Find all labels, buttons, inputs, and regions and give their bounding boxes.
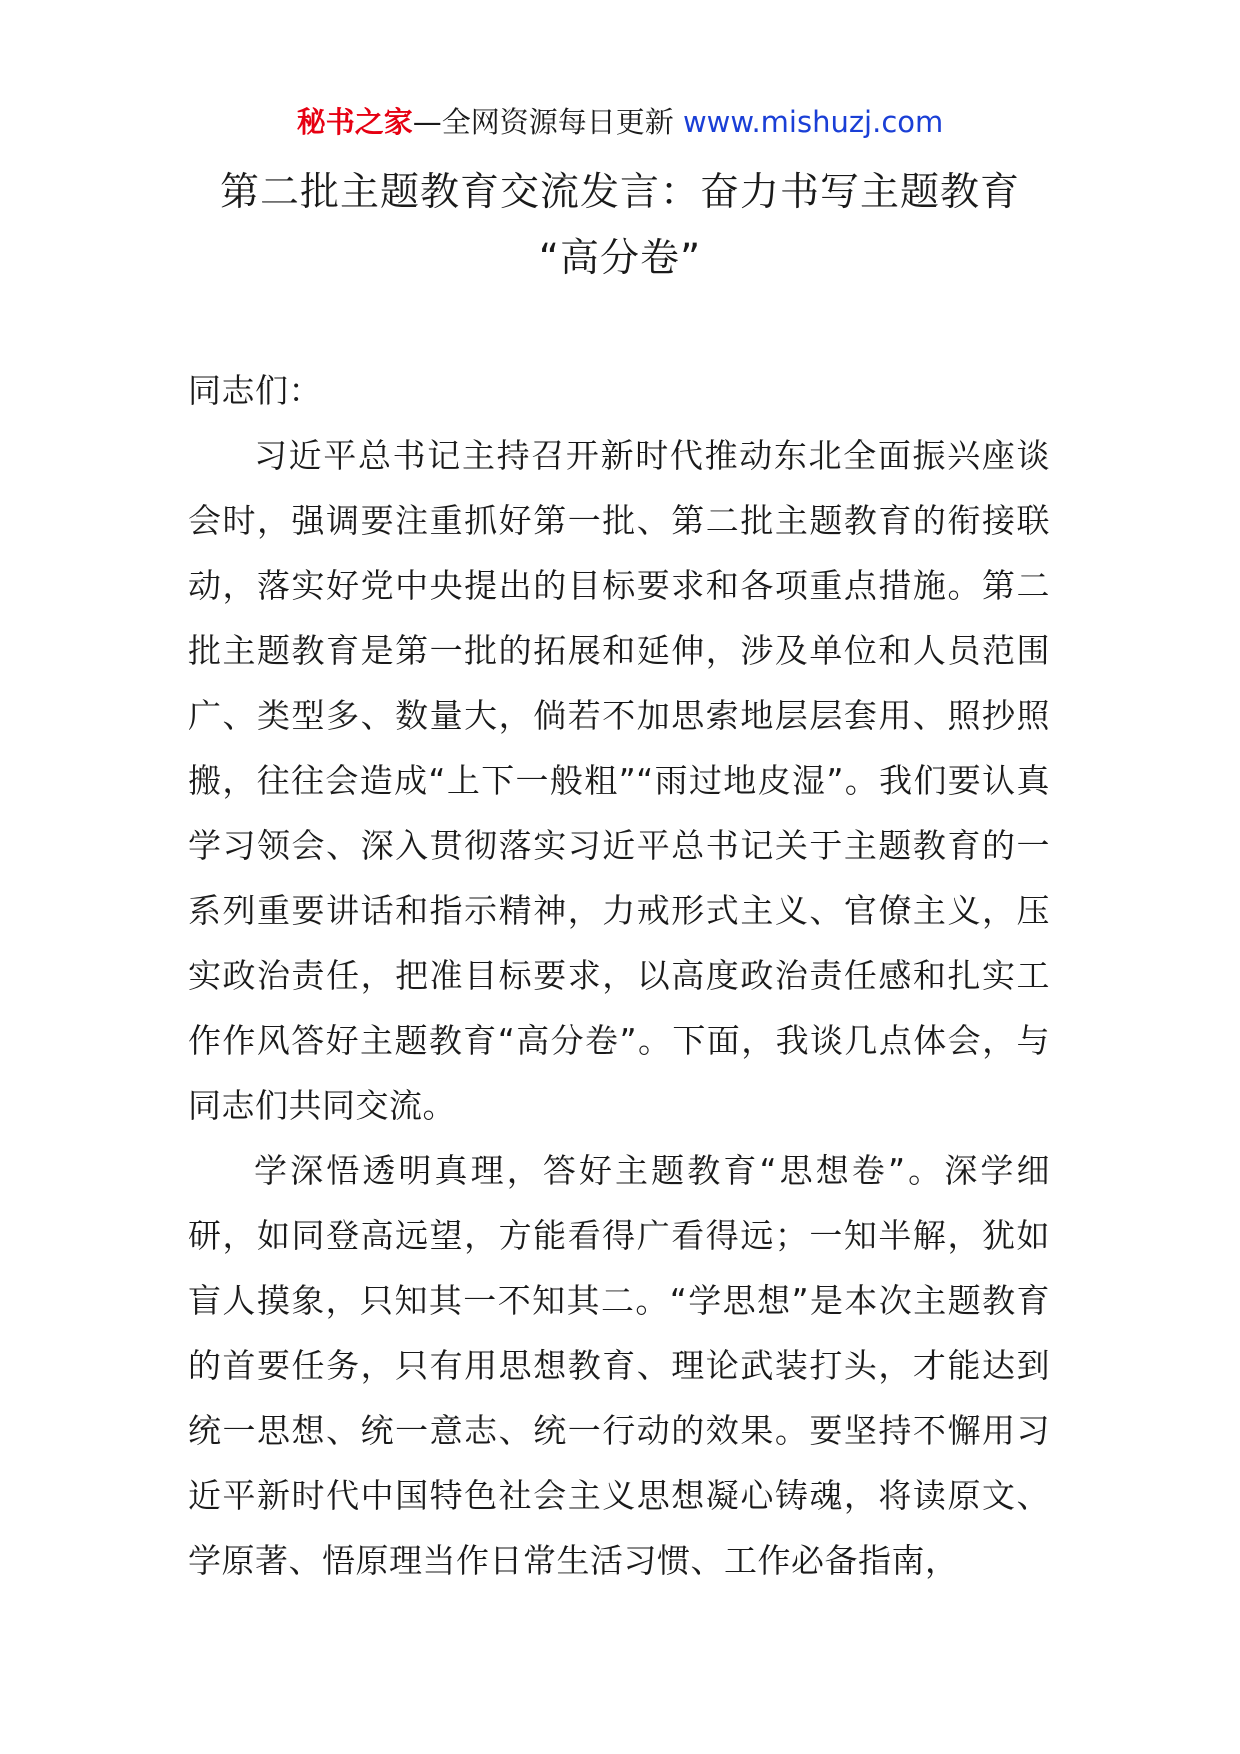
salutation: 同志们： [188,371,322,410]
site-header [0,100,1240,144]
title-line-1: 第二批主题教育交流发言：奋力书写主题教育 [219,170,1020,215]
paragraph-thought: 学深悟透明真理，答好主题教育“思想卷”。深学细研，如同登高远望，方能看得广看得远；一知半解，犹如盲人摸象，只知其一不知其二。“学思想”是本次主题教育的首要任务，只有用思想教育、理论武装打头，才能达到统一思想、统一意志、统一行动的效果。要坚持不懈用习近平新时代中国特色社会主义思想凝心铸魂，将读原文、学原著、悟原理当作日常生活习惯、工作必备指南， [188,1151,1050,1580]
document-title [160,160,1080,292]
paragraph-intro: 习近平总书记主持召开新时代推动东北全面振兴座谈会时，强调要注重抓好第一批、第二批主题教育的衔接联动，落实好党中央提出的目标要求和各项重点措施。第二批主题教育是第一批的拓展和延伸，涉及单位和人员范围广、类型多、数量大，倘若不加思索地层层套用、照抄照搬，往往会造成“上下一般粗”“雨过地皮湿”。我们要认真学习领会、深入贯彻落实习近平总书记关于主题教育的一系列重要讲话和指示精神，力戒形式主义、官僚主义，压实政治责任，把准目标要求，以高度政治责任感和扎实工作作风答好主题教育“高分卷”。下面，我谈几点体会，与同志们共同交流。 [188,436,1050,1125]
document-body [188,358,1050,1593]
header-slogan: —全网资源每日更新 [412,105,674,139]
brand-name: 秘书之家 [296,105,413,139]
site-url-link[interactable]: www.mishuzj.com [682,105,944,139]
title-line-2: “高分卷” [538,236,702,281]
